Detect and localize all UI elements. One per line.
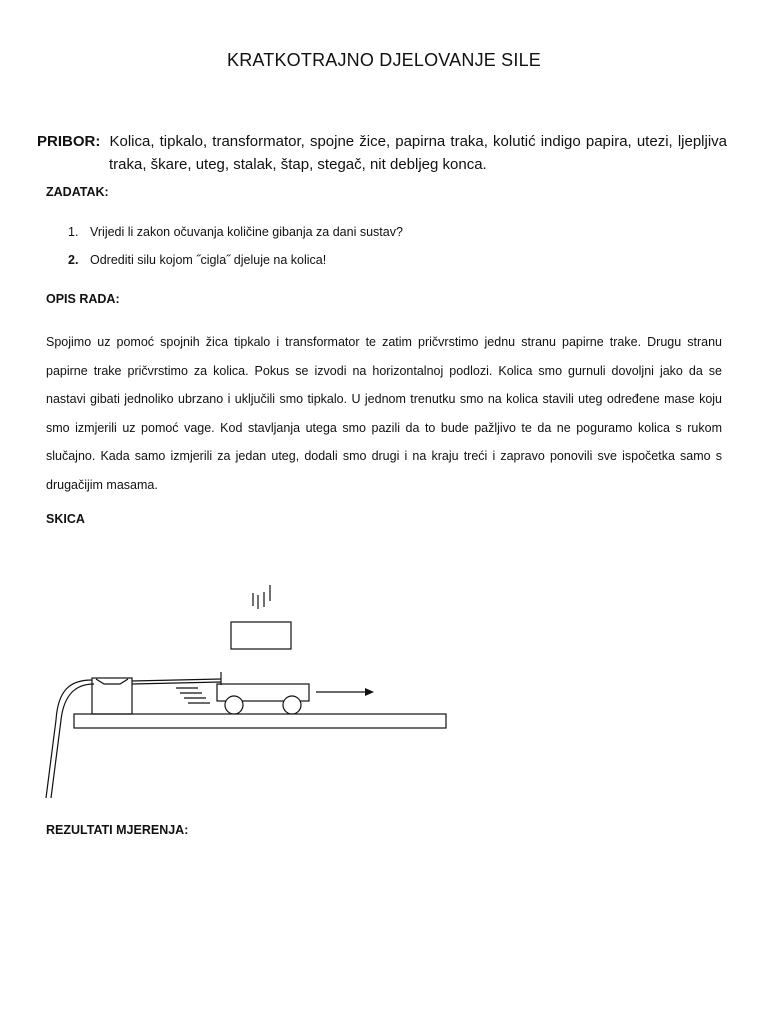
task-number: 2. — [68, 253, 79, 267]
sketch-heading: SKICA — [46, 512, 85, 526]
work-description-text: Spojimo uz pomoć spojnih žica tipkalo i transformator te zatim pričvrstimo jednu stranu papirne trake. Drugu stranu papirne trake pričvrstimo za kolica. Pokus se izvodi na horizontalnoj podlozi. Kolica smo gurnuli dovoljni jako da se nastavi gibati jednoliko ubrzano i uključili smo tipkalo. U jednom trenutku smo na kolica stavili uteg određene mase koju smo izmjerili uz pomoć vage. Kod stavljanja utega smo pazili da to bude pažljivo te da ne poguramo kolica s rukom slučajno. Kada samo izmjerili za jedan uteg, dodali smo drugi i na kraju treći i zapravo ponovili sve ispočetka samo s drugačijim masama. — [46, 335, 722, 492]
equipment-section — [37, 130, 727, 176]
task-text: Odrediti silu kojom ˝cigla˝ djeluje na kolica! — [90, 253, 327, 267]
arrow-head — [365, 688, 374, 696]
task-item — [68, 252, 668, 280]
timer-top — [96, 679, 128, 684]
task-item — [68, 224, 668, 252]
cart-wheel — [283, 696, 301, 714]
task-list — [68, 224, 668, 280]
table-surface — [74, 714, 446, 728]
experiment-sketch — [0, 575, 460, 810]
paper-tape — [132, 682, 221, 684]
equipment-list: Kolica, tipkalo, transformator, spojne žice, papirna traka, kolutić indigo papira, utezi, ljepljiva traka, škare, uteg, stalak, štap, stegač, nit debljeg konca. — [109, 133, 728, 173]
results-heading: REZULTATI MJERENJA: — [46, 823, 189, 837]
task-heading: ZADATAK: — [46, 185, 109, 199]
task-number: 1. — [68, 225, 79, 239]
paper-tape — [132, 679, 221, 681]
page-title: KRATKOTRAJNO DJELOVANJE SILE — [227, 50, 541, 70]
wire — [51, 684, 94, 798]
work-description-heading: OPIS RADA: — [46, 292, 120, 306]
cart-wheel — [225, 696, 243, 714]
weight-block — [231, 622, 291, 649]
equipment-label: PRIBOR: — [37, 133, 101, 150]
equipment-paragraph — [37, 130, 727, 176]
task-text: Vrijedi li zakon očuvanja količine gibanja za dani sustav? — [90, 225, 403, 239]
